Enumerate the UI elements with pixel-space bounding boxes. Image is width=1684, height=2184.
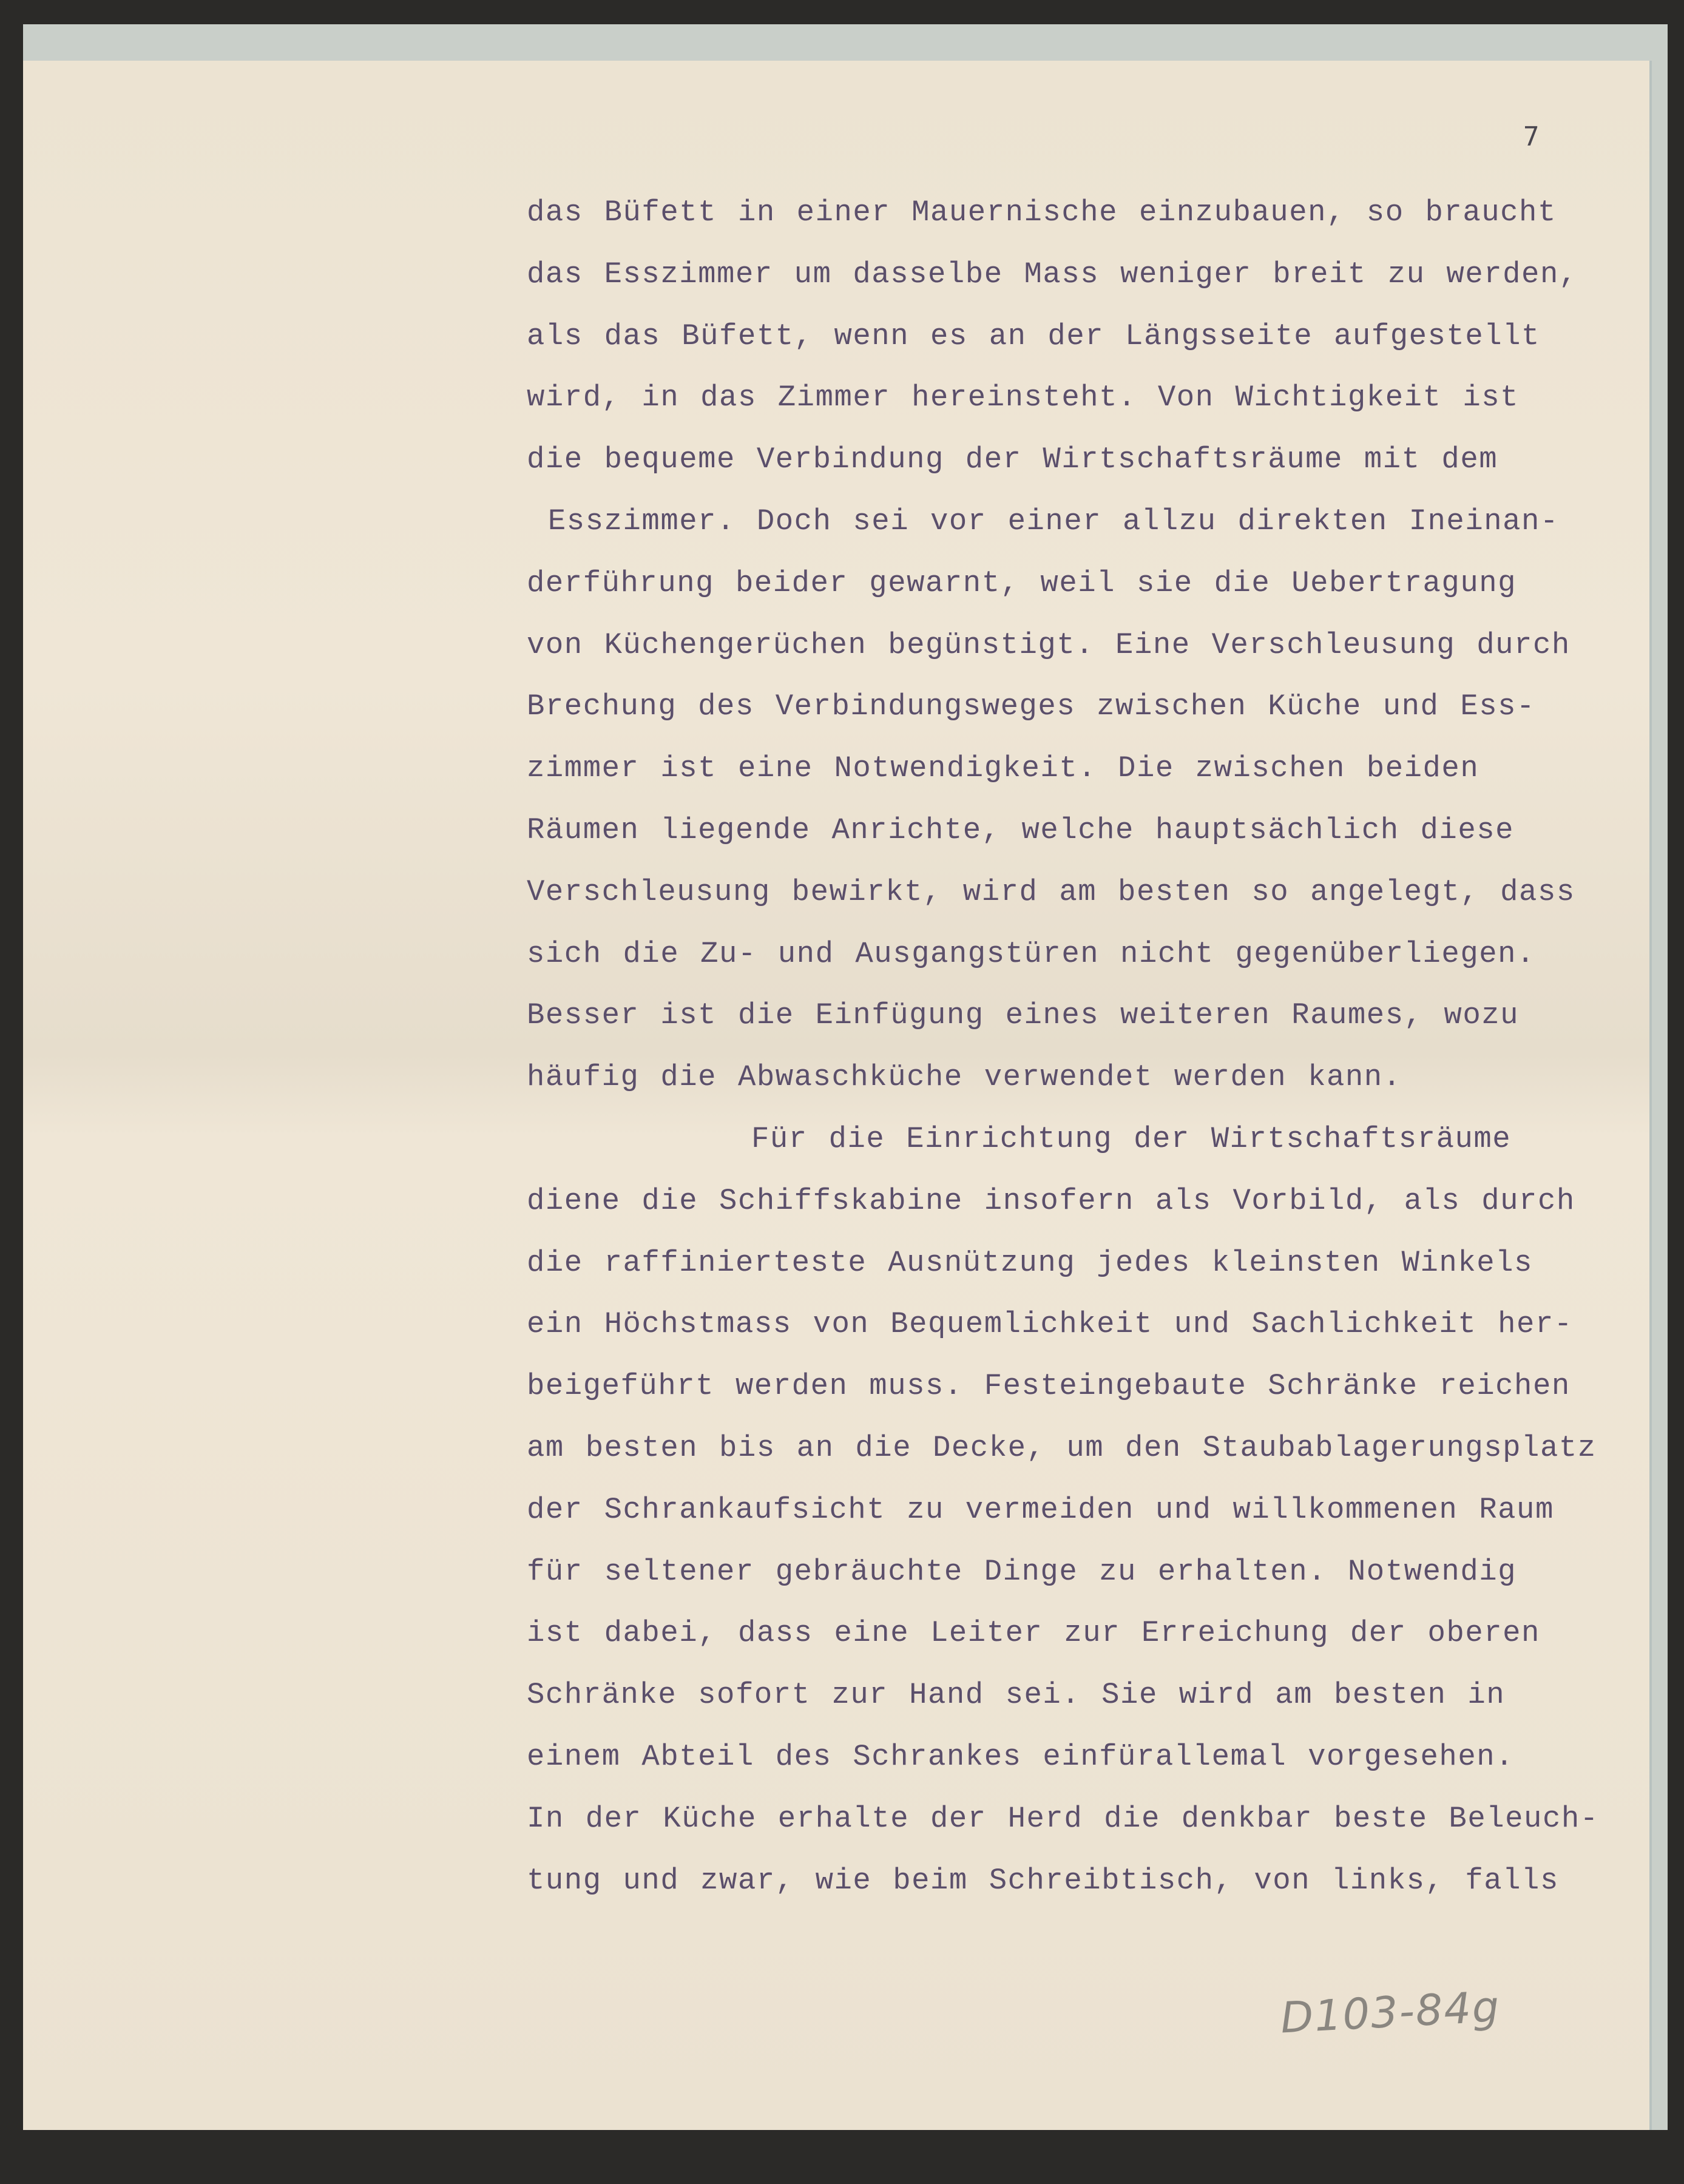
text-line: von Küchengerüchen begünstigt. Eine Verschleusung durch: [527, 627, 1571, 662]
text-line: Verschleusung bewirkt, wird am besten so angelegt, dass: [527, 874, 1575, 909]
text-line: der Schrankaufsicht zu vermeiden und willkommenen Raum: [527, 1492, 1554, 1527]
page-number: 7: [1523, 121, 1540, 152]
paragraph-start-line: Für die Einrichtung der Wirtschaftsräume: [751, 1121, 1512, 1156]
text-line: häufig die Abwaschküche verwendet werden kann.: [527, 1060, 1402, 1095]
typed-text-body: [527, 182, 1631, 1912]
text-line: wird, in das Zimmer hereinsteht. Von Wichtigkeit ist: [527, 380, 1520, 415]
text-line: ist dabei, dass eine Leiter zur Erreichung der oberen: [527, 1616, 1540, 1651]
text-line: derführung beider gewarnt, weil sie die Uebertragung: [527, 566, 1517, 600]
text-line: für seltener gebräuchte Dinge zu erhalten. Notwendig: [527, 1554, 1517, 1589]
text-line: diene die Schiffskabine insofern als Vorbild, als durch: [527, 1183, 1575, 1218]
text-line: die raffinierteste Ausnützung jedes kleinsten Winkels: [527, 1245, 1533, 1280]
text-line: als das Büfett, wenn es an der Längsseite aufgestellt: [527, 319, 1540, 353]
text-line: das Esszimmer um dasselbe Mass weniger breit zu werden,: [527, 257, 1578, 291]
text-line: tung und zwar, wie beim Schreibtisch, von links, falls: [527, 1863, 1559, 1898]
text-line: einem Abteil des Schrankes einfürallemal vorgesehen.: [527, 1739, 1515, 1774]
text-line: Räumen liegende Anrichte, welche hauptsächlich diese: [527, 813, 1515, 847]
text-line: Brechung des Verbindungsweges zwischen Küche und Ess-: [527, 689, 1535, 724]
text-line: am besten bis an die Decke, um den Staubablagerungsplatz: [527, 1430, 1597, 1465]
text-line: ein Höchstmass von Bequemlichkeit und Sachlichkeit her-: [527, 1307, 1573, 1342]
archive-signature-mark: D103-84g: [1279, 1981, 1502, 2043]
text-line: In der Küche erhalte der Herd die denkbar beste Beleuch-: [527, 1801, 1599, 1836]
text-line: sich die Zu- und Ausgangstüren nicht gegenüberliegen.: [527, 936, 1535, 971]
text-line: Besser ist die Einfügung eines weiteren Raumes, wozu: [527, 998, 1520, 1033]
text-line: beigeführt werden muss. Festeingebaute Schränke reichen: [527, 1369, 1571, 1404]
text-line: die bequeme Verbindung der Wirtschaftsräume mit dem: [527, 442, 1498, 477]
text-line: das Büfett in einer Mauernische einzubauen, so braucht: [527, 195, 1557, 229]
text-line: Schränke sofort zur Hand sei. Sie wird am besten in: [527, 1678, 1506, 1712]
text-line: Esszimmer. Doch sei vor einer allzu direkten Ineinan-: [527, 504, 1559, 538]
text-line: zimmer ist eine Notwendigkeit. Die zwischen beiden: [527, 751, 1479, 786]
